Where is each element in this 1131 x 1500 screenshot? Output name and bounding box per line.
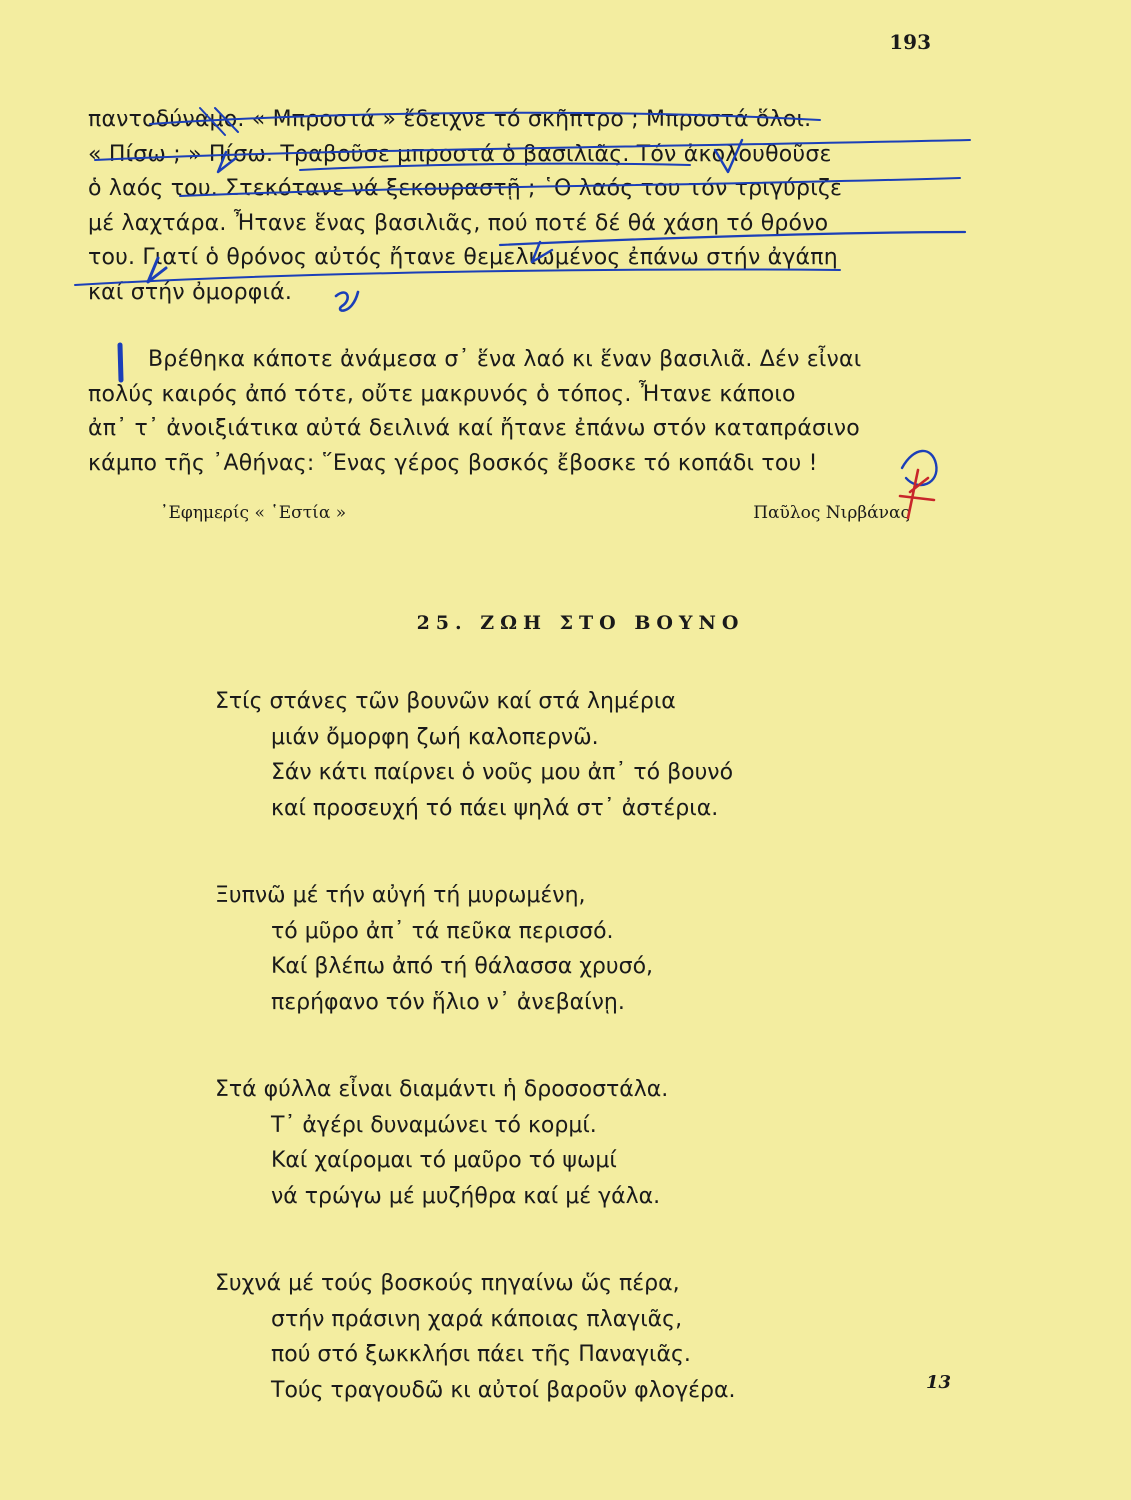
verse: καί προσευχή τό πάει ψηλά στ᾽ ἀστέρια.	[271, 795, 719, 821]
verse: Καί βλέπω ἀπό τή θάλασσα χρυσό,	[271, 954, 654, 979]
author-name: Παῦλος Νιρβάνας	[753, 503, 910, 523]
sheet-number: 13	[925, 1372, 951, 1393]
prose-line: « Πίσω ; » Πίσω. Τραβοῦσε μπροστά ὁ βασιλιᾶς. Τόν ἀκολουθοῦσε	[88, 141, 832, 167]
prose-line: κάμπο τῆς ᾿Αθήνας: ῞Ενας γέρος βοσκός ἔβοσκε τό κοπάδι του !	[88, 450, 818, 476]
prose-paragraph-continued	[88, 103, 968, 310]
verse: Σάν κάτι παίρνει ὁ νοῦς μου ἀπ᾽ τό βουνό	[271, 760, 734, 785]
verse: πού στό ξωκκλήσι πάει τῆς Παναγιᾶς.	[271, 1342, 691, 1367]
stanza	[215, 684, 955, 826]
verse: περήφανο τόν ἥλιο ν᾽ ἀνεβαίνῃ.	[271, 989, 625, 1015]
prose-line: Βρέθηκα κάποτε ἀνάμεσα σ᾽ ἕνα λαό κι ἕναν βασιλιᾶ. Δέν εἶναι	[148, 347, 862, 372]
verse: Καί χαίρομαι τό μαῦρο τό ψωμί	[271, 1148, 617, 1173]
prose-line: ἀπ᾽ τ᾽ ἀνοιξιάτικα αὐτά δειλινά καί ἤτανε ἐπάνω στόν καταπράσινο	[88, 416, 860, 441]
prose-line: ὁ λαός του. Στεκότανε νά ξεκουραστῇ ; ῾Ο λαός του τόν τριγύριζε	[88, 176, 843, 201]
prose-line: μέ λαχτάρα. Ἦτανε ἕνας βασιλιᾶς, πού ποτέ δέ θά χάση τό θρόνο	[88, 210, 829, 236]
stanza	[215, 1072, 955, 1214]
verse: μιάν ὄμορφη ζωή καλοπερνῶ.	[271, 724, 599, 750]
prose-line: καί στήν ὀμορφιά.	[88, 279, 293, 305]
prose-line: πολύς καιρός ἀπό τότε, οὔτε μακρυνός ὁ τόπος. Ἦτανε κάποιο	[88, 381, 796, 407]
source-citation: ᾿Εφημερίς « ῾Εστία »	[160, 503, 347, 523]
verse: Στά φύλλα εἶναι διαμάντι ἡ δροσοστάλα.	[215, 1077, 669, 1102]
stanza	[215, 878, 955, 1020]
verse: στήν πράσινη χαρά κάποιας πλαγιᾶς,	[271, 1306, 683, 1332]
poem	[215, 684, 955, 1460]
verse: τό μῦρο ἀπ᾽ τά πεῦκα περισσό.	[271, 918, 614, 944]
verse: νά τρώγω μέ μυζήθρα καί μέ γάλα.	[271, 1183, 661, 1209]
prose-line: του. Γιατί ὁ θρόνος αὐτός ἤτανε θεμελιωμένος ἐπάνω στήν ἀγάπη	[88, 245, 838, 270]
verse: Στίς στάνες τῶν βουνῶν καί στά λημέρια	[215, 689, 676, 714]
verse: Συχνά μέ τούς βοσκούς πηγαίνω ὥς πέρα,	[215, 1271, 680, 1296]
verse: Τούς τραγουδῶ κι αὐτοί βαροῦν φλογέρα.	[271, 1377, 736, 1403]
attribution-row	[160, 503, 910, 523]
prose-paragraph	[88, 343, 968, 481]
stanza	[215, 1266, 955, 1408]
poem-title: 25. ΖΩΗ ΣΤΟ ΒΟΥΝΟ	[416, 612, 745, 634]
verse: Ξυπνῶ μέ τήν αὐγή τή μυρωμένη,	[215, 883, 586, 908]
prose-line: παντοδύναμο. « Μπροστά » ἔδειχνε τό σκῆπτρο ; Μπροστά ὅλοι.	[88, 107, 812, 132]
page-number: 193	[889, 30, 931, 54]
verse: Τ᾽ ἀγέρι δυναμώνει τό κορμί.	[271, 1112, 597, 1138]
